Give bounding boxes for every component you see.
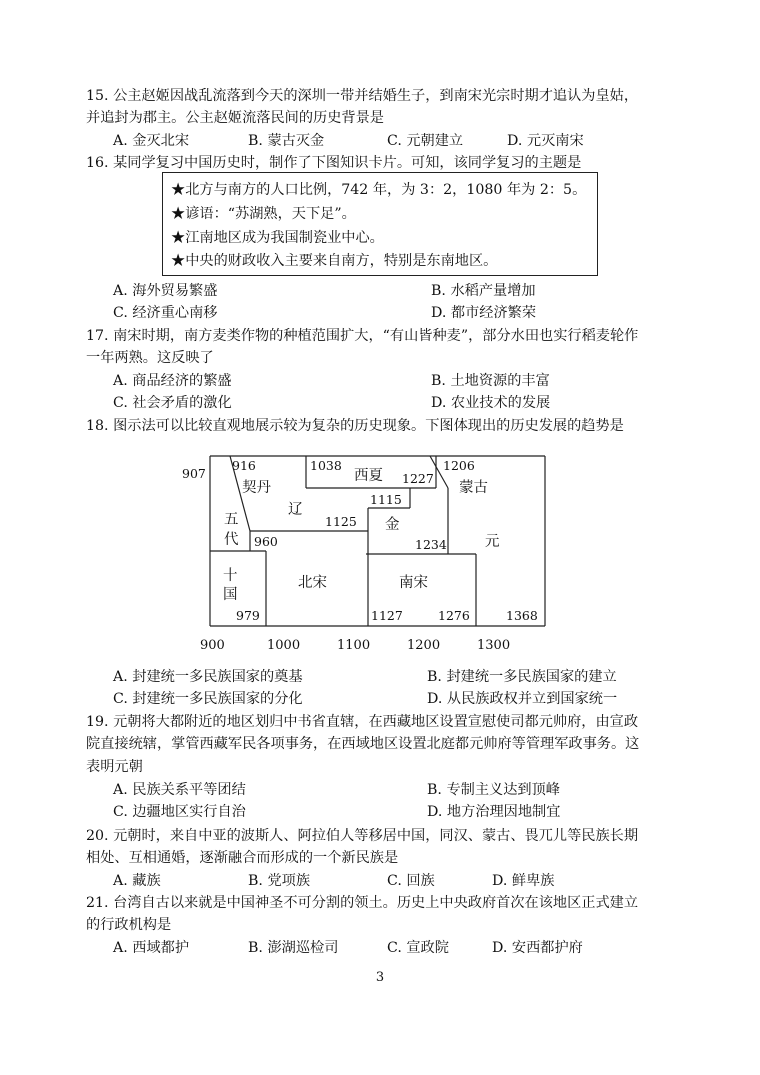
year-1125: 1125 bbox=[325, 514, 357, 529]
q20-option-b: B. 党项族 bbox=[248, 873, 311, 889]
q21-option-b: B. 澎湖巡检司 bbox=[248, 940, 339, 956]
year-1206: 1206 bbox=[443, 458, 475, 473]
q19-option-d: D. 地方治理因地制宜 bbox=[427, 804, 561, 820]
year-1115: 1115 bbox=[370, 492, 402, 507]
q21-stem-line2: 的行政机构是 bbox=[86, 917, 172, 933]
q17-option-d: D. 农业技术的发展 bbox=[431, 395, 551, 411]
q21-option-d: D. 安西都护府 bbox=[492, 940, 583, 956]
q20-option-d: D. 鲜卑族 bbox=[492, 873, 555, 889]
year-916: 916 bbox=[232, 458, 256, 473]
q16-option-d: D. 都市经济繁荣 bbox=[431, 305, 537, 321]
label-qidan: 契丹 bbox=[242, 480, 271, 496]
q18-option-c: C. 封建统一多民族国家的分化 bbox=[113, 691, 303, 707]
q20-option-c: C. 回族 bbox=[387, 873, 435, 889]
q18-option-d: D. 从民族政权并立到国家统一 bbox=[427, 691, 618, 707]
q19-option-c: C. 边疆地区实行自治 bbox=[113, 804, 246, 820]
label-liao: 辽 bbox=[288, 502, 303, 518]
q15-stem-line1: 15. 公主赵姬因战乱流落到今天的深圳一带并结婚生子，到南宋光宗时期才追认为皇姑， bbox=[86, 88, 639, 104]
card-line-1: ★北方与南方的人口比例，742 年，为 3：2，1080 年为 2：5。 bbox=[171, 182, 587, 198]
q18-option-b: B. 封建统一多民族国家的建立 bbox=[427, 669, 617, 685]
label-dai: 代 bbox=[224, 532, 239, 548]
q17-option-c: C. 社会矛盾的激化 bbox=[113, 395, 232, 411]
q19-stem-line3: 表明元朝 bbox=[86, 759, 143, 775]
q18-stem: 18. 图示法可以比较直观地展示较为复杂的历史现象。下图体现出的历史发展的趋势是 bbox=[86, 418, 624, 434]
q19-option-a: A. 民族关系平等团结 bbox=[113, 782, 246, 798]
q17-option-b: B. 土地资源的丰富 bbox=[431, 373, 550, 389]
axis-tick-1000: 1000 bbox=[267, 638, 301, 653]
q15-stem-line2: 并追封为郡主。公主赵姬流落民间的历史背景是 bbox=[86, 110, 384, 126]
year-1276: 1276 bbox=[438, 608, 470, 623]
card-line-4: ★中央的财政收入主要来自南方，特别是东南地区。 bbox=[171, 253, 498, 269]
q15-option-b: B. 蒙古灭金 bbox=[248, 133, 325, 149]
q16-option-a: A. 海外贸易繁盛 bbox=[113, 283, 218, 299]
axis-tick-900: 900 bbox=[200, 638, 225, 653]
regime-timeline-diagram bbox=[180, 446, 560, 668]
axis-tick-1300: 1300 bbox=[477, 638, 511, 653]
year-1038: 1038 bbox=[310, 458, 342, 473]
q18-option-a: A. 封建统一多民族国家的奠基 bbox=[113, 669, 303, 685]
q15-option-d: D. 元灭南宋 bbox=[507, 133, 584, 149]
label-wu: 五 bbox=[224, 512, 239, 528]
q21-option-c: C. 宣政院 bbox=[387, 940, 449, 956]
q19-stem-line1: 19. 元朝将大都附近的地区划归中书省直辖，在西藏地区设置宣慰使司都元帅府，由宣政 bbox=[86, 714, 639, 730]
q17-stem-line2: 一年两熟。这反映了 bbox=[86, 350, 214, 366]
year-1227: 1227 bbox=[402, 471, 434, 486]
year-1234: 1234 bbox=[415, 537, 447, 552]
year-1368: 1368 bbox=[506, 608, 538, 623]
q16-option-c: C. 经济重心南移 bbox=[113, 305, 218, 321]
card-line-2: ★谚语：“苏湖熟，天下足”。 bbox=[171, 206, 356, 222]
q17-option-a: A. 商品经济的繁盛 bbox=[113, 373, 232, 389]
label-beisong: 北宋 bbox=[298, 575, 327, 591]
q21-option-a: A. 西域都护 bbox=[113, 940, 190, 956]
q20-stem-line2: 相处、互相通婚，逐渐融合而形成的一个新民族是 bbox=[86, 850, 399, 866]
label-yuan: 元 bbox=[485, 534, 500, 550]
year-907: 907 bbox=[182, 466, 206, 481]
q16-stem: 16. 某同学复习中国历史时，制作了下图知识卡片。可知，该同学复习的主题是 bbox=[86, 155, 582, 171]
q17-stem-line1: 17. 南宋时期，南方麦类作物的种植范围扩大，“有山皆种麦”，部分水田也实行稻麦轮作 bbox=[86, 328, 639, 344]
q20-stem-line1: 20. 元朝时，来自中亚的波斯人、阿拉伯人等移居中国，同汉、蒙古、畏兀儿等民族长期 bbox=[86, 828, 639, 844]
axis-tick-1100: 1100 bbox=[337, 638, 371, 653]
q16-option-b: B. 水稻产量增加 bbox=[431, 283, 536, 299]
label-nansong: 南宋 bbox=[399, 575, 428, 591]
q15-option-a: A. 金灭北宋 bbox=[113, 133, 190, 149]
axis-tick-1200: 1200 bbox=[407, 638, 441, 653]
q19-option-b: B. 专制主义达到顶峰 bbox=[427, 782, 560, 798]
q19-stem-line2: 院直接统辖，掌管西藏军民各项事务，在西域地区设置北庭都元帅府等管理军政事务。这 bbox=[86, 736, 640, 752]
label-shi: 十 bbox=[223, 568, 238, 584]
label-xixia: 西夏 bbox=[354, 468, 383, 484]
card-line-3: ★江南地区成为我国制瓷业中心。 bbox=[171, 230, 384, 246]
year-979: 979 bbox=[236, 608, 260, 623]
label-guo: 国 bbox=[223, 587, 238, 603]
year-1127: 1127 bbox=[371, 608, 403, 623]
label-menggu: 蒙古 bbox=[459, 480, 488, 496]
label-jin: 金 bbox=[385, 517, 400, 533]
q21-stem-line1: 21. 台湾自古以来就是中国神圣不可分割的领土。历史上中央政府首次在该地区正式建立 bbox=[86, 895, 639, 911]
knowledge-card bbox=[162, 172, 598, 276]
q20-option-a: A. 藏族 bbox=[113, 873, 161, 889]
page-number: 3 bbox=[375, 970, 385, 985]
year-960: 960 bbox=[254, 534, 278, 549]
q15-option-c: C. 元朝建立 bbox=[387, 133, 464, 149]
